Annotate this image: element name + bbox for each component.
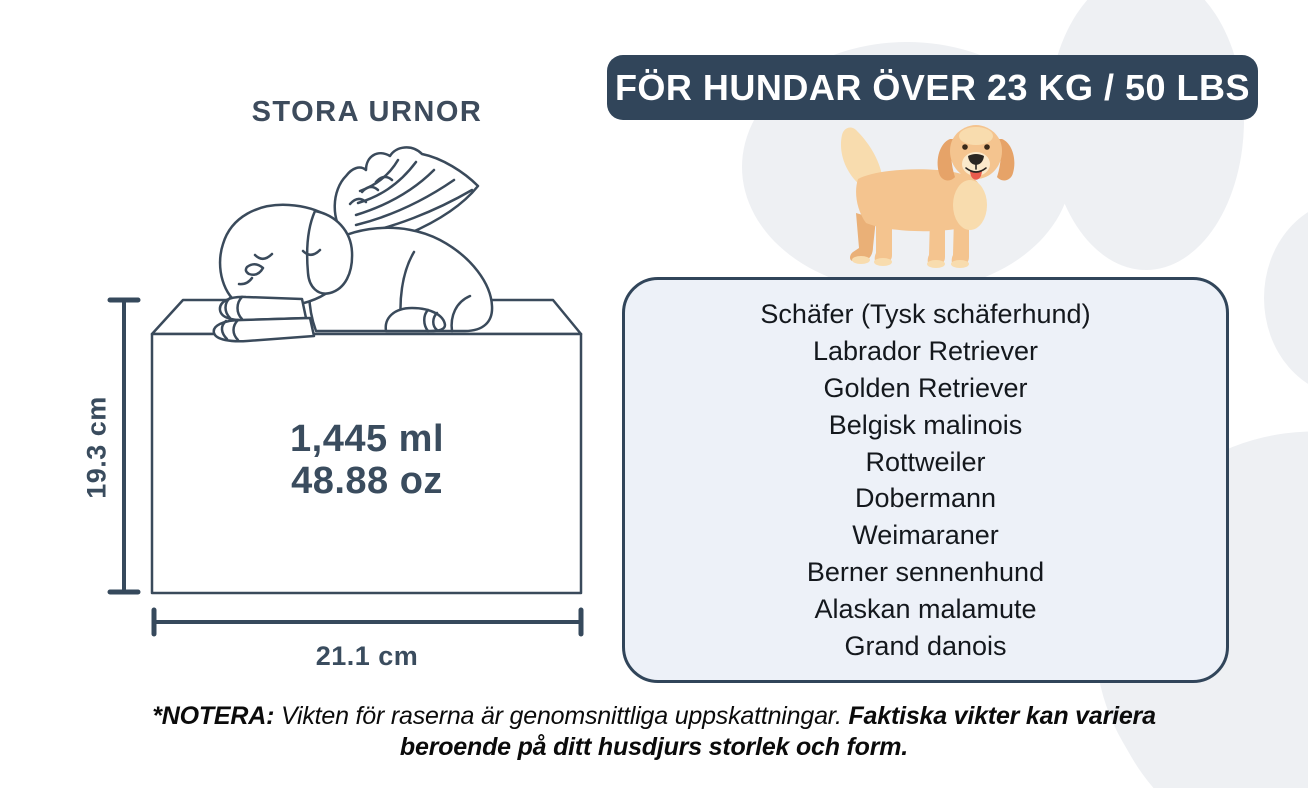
breed-list-panel xyxy=(622,277,1229,683)
volume-ml: 1,445 ml xyxy=(290,418,444,460)
note-emphasis: Faktiska vikter kan variera beroende på ditt husdjurs storlek och form. xyxy=(399,702,1156,761)
dog-paw xyxy=(927,260,945,268)
weight-banner: FÖR HUNDAR ÖVER 23 KG / 50 LBS xyxy=(607,55,1258,120)
breed-item: Berner sennenhund xyxy=(806,557,1045,588)
breed-item: Dobermann xyxy=(854,483,997,514)
dog-paw xyxy=(951,260,969,268)
dog-paw xyxy=(874,258,892,266)
retriever-body-parts xyxy=(841,125,1014,268)
dog-crown-patch xyxy=(959,127,993,145)
paw-toe-background-shape xyxy=(1048,0,1244,270)
breed-item: Alaskan malamute xyxy=(814,594,1037,625)
width-label: 21.1 cm xyxy=(315,641,419,671)
angel-wing-icon xyxy=(335,147,478,241)
breed-item: Weimaraner xyxy=(852,520,999,551)
golden-retriever-illustration xyxy=(830,121,1016,269)
page-title: STORA URNOR xyxy=(251,96,483,128)
dog-eye xyxy=(962,144,968,150)
footer-note xyxy=(114,701,1194,763)
urn-diagram xyxy=(0,0,660,700)
volume-oz: 48.88 oz xyxy=(291,460,443,502)
height-label: 19.3 cm xyxy=(81,396,112,499)
dog-paw xyxy=(852,256,870,264)
note-body: Vikten för raserna är genomsnittliga uppskattningar. xyxy=(274,702,849,730)
breed-item: Schäfer (Tysk schäferhund) xyxy=(760,298,1091,329)
dog-eye xyxy=(984,144,990,150)
dog-front-paw xyxy=(214,318,314,341)
breed-item: Rottweiler xyxy=(865,446,986,477)
dog-chest-ruff xyxy=(953,180,987,230)
winged-dog-illustration xyxy=(214,147,492,341)
dog-front-paw xyxy=(220,297,306,320)
width-measure-line xyxy=(154,610,581,634)
breed-item: Belgisk malinois xyxy=(828,409,1023,440)
dog-nose xyxy=(246,264,263,275)
urn-volume xyxy=(152,418,582,502)
breed-item: Labrador Retriever xyxy=(812,335,1039,366)
breed-item: Grand danois xyxy=(844,631,1007,662)
note-prefix: *NOTERA: xyxy=(152,702,275,730)
paw-toe-background-shape xyxy=(1264,200,1308,396)
height-measure-line xyxy=(110,300,138,592)
breed-item: Golden Retriever xyxy=(823,372,1028,403)
